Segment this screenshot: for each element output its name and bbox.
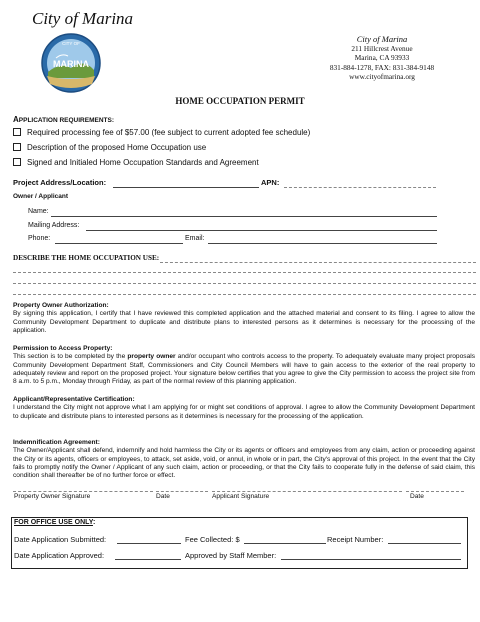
date-submitted-label: Date Application Submitted:	[14, 535, 107, 544]
indemnification-text: The Owner/Applicant shall defend, indemnify and hold harmless the City or its agents or officers and employees from any claim, action or proceeding against the City or its agents, officers or employees, to attack, set aside, void, or annul, in whole or in part, the City's approval of this project. In the event that the City fails to promptly notify the Owner / Applicant of any such claim, action or proceeding, or that the City fails to cooperate fully in the defense of said claim, this condition shall thereafter be of no further force or effect.	[13, 447, 475, 480]
describe-use-line[interactable]	[13, 294, 476, 295]
city-address-block	[300, 35, 464, 81]
requirement-text: Description of the proposed Home Occupation use	[27, 143, 207, 152]
applicant-certification-heading: Applicant/Representative Certification:	[13, 396, 135, 403]
applicant-certification-text: I understand the City might not approve what I am applying for or might set conditions of approval. I agree to allow the Community Development Department to duplicate and distribute plans to interested persons as it determines is necessary for the processing of the application.	[13, 404, 475, 420]
permission-access-heading: Permission to Access Property:	[13, 345, 113, 352]
requirements-heading-cap: A	[13, 115, 19, 124]
describe-use-line[interactable]	[160, 262, 476, 263]
requirement-text: Signed and Initialed Home Occupation Standards and Agreement	[27, 158, 259, 167]
owner-applicant-label: Owner / Applicant	[13, 193, 69, 200]
permission-text-before: This section is to be completed by the	[13, 353, 128, 361]
phone-label: Phone:	[28, 235, 51, 242]
address-street: 211 Hillcrest Avenue	[351, 44, 413, 54]
owner-authorization-text: By signing this application, I certify that I have reviewed this completed application and the attached material and consent to its filing. I agree to allow the Community Development Department to duplicate and distribute plans to interested persons as it determines is necessary for the processing of the application.	[13, 310, 475, 334]
address-website: www.cityofmarina.org	[349, 71, 415, 81]
requirements-heading-rest: PPLICATION REQUIREMENTS:	[18, 117, 114, 124]
permission-text-bold: property owner	[127, 353, 176, 361]
applicant-certification-section	[13, 396, 475, 421]
receipt-number-label: Receipt Number:	[327, 535, 384, 544]
city-seal-logo	[40, 32, 102, 94]
applicant-signature-line[interactable]	[212, 491, 402, 492]
apn-label: APN:	[261, 178, 280, 187]
staff-member-field[interactable]	[281, 559, 461, 560]
city-seal-icon	[40, 32, 102, 94]
owner-signature-label: Property Owner Signature	[14, 493, 91, 500]
indemnification-heading: Indemnification Agreement:	[13, 439, 100, 446]
office-use-heading-colon: :	[92, 519, 96, 526]
requirement-item	[13, 143, 206, 152]
owner-date-label: Date	[156, 493, 170, 500]
requirements-heading	[13, 115, 114, 124]
address-city-state-zip: Marina, CA 93933	[354, 53, 410, 63]
applicant-signature-label: Applicant Signature	[212, 493, 270, 500]
checkbox[interactable]	[13, 128, 21, 136]
apn-field[interactable]	[284, 187, 436, 188]
date-approved-field[interactable]	[115, 559, 181, 560]
date-approved-label: Date Application Approved:	[14, 551, 105, 560]
mailing-address-label: Mailing Address:	[28, 222, 80, 229]
staff-member-label: Approved by Staff Member:	[185, 551, 277, 560]
logo-wordmark: MARINA	[53, 59, 89, 69]
indemnification-section	[13, 439, 475, 480]
owner-signature-line[interactable]	[13, 491, 153, 492]
name-label: Name:	[28, 208, 49, 215]
applicant-date-label: Date	[410, 493, 424, 500]
requirement-item	[13, 128, 310, 137]
describe-use-line[interactable]	[13, 272, 476, 273]
mailing-address-field[interactable]	[86, 230, 437, 231]
checkbox[interactable]	[13, 143, 21, 151]
requirement-text: Required processing fee of $57.00 (fee subject to current adopted fee schedule)	[27, 128, 311, 137]
fee-collected-field[interactable]	[244, 543, 326, 544]
applicant-date-line[interactable]	[406, 491, 464, 492]
office-use-heading	[14, 519, 95, 526]
project-address-label: Project Address/Location:	[13, 178, 107, 187]
email-label: Email:	[185, 235, 205, 242]
owner-authorization-section	[13, 302, 475, 335]
phone-field[interactable]	[55, 243, 183, 244]
name-field[interactable]	[51, 216, 437, 217]
office-use-heading-text: FOR OFFICE USE ONLY	[14, 519, 93, 526]
describe-use-line[interactable]	[13, 283, 476, 284]
form-title: HOME OCCUPATION PERMIT	[175, 96, 305, 106]
requirement-item	[13, 158, 259, 167]
city-title: City of Marina	[32, 9, 134, 28]
describe-use-label: DESCRIBE THE HOME OCCUPATION USE:	[13, 254, 160, 262]
fee-collected-label: Fee Collected: $	[185, 535, 240, 544]
address-phone-fax: 831-884-1278, FAX: 831-384-9148	[329, 62, 435, 72]
checkbox[interactable]	[13, 158, 21, 166]
email-field[interactable]	[208, 243, 437, 244]
permission-access-section	[13, 345, 475, 386]
logo-arc-text: CITY OF	[62, 41, 80, 46]
date-submitted-field[interactable]	[117, 543, 181, 544]
owner-authorization-heading: Property Owner Authorization:	[13, 302, 109, 309]
project-address-field[interactable]	[113, 187, 259, 188]
address-city-name: City of Marina	[356, 34, 408, 44]
receipt-number-field[interactable]	[388, 543, 461, 544]
permission-text-after: and/or occupant who controls access to the property. To adequately evaluate many project proposals Community Development Department Staff, Commissioners and City Council Members will have to gain access to the exterior of the real property to adequately review and report on the proposed project. Your signature below certifies that you agree to give the City permission to access the project site from 8 a.m. to 5 p.m., Monday through Friday, as part of the normal review of this planning application.	[13, 353, 475, 386]
owner-date-line[interactable]	[156, 491, 208, 492]
